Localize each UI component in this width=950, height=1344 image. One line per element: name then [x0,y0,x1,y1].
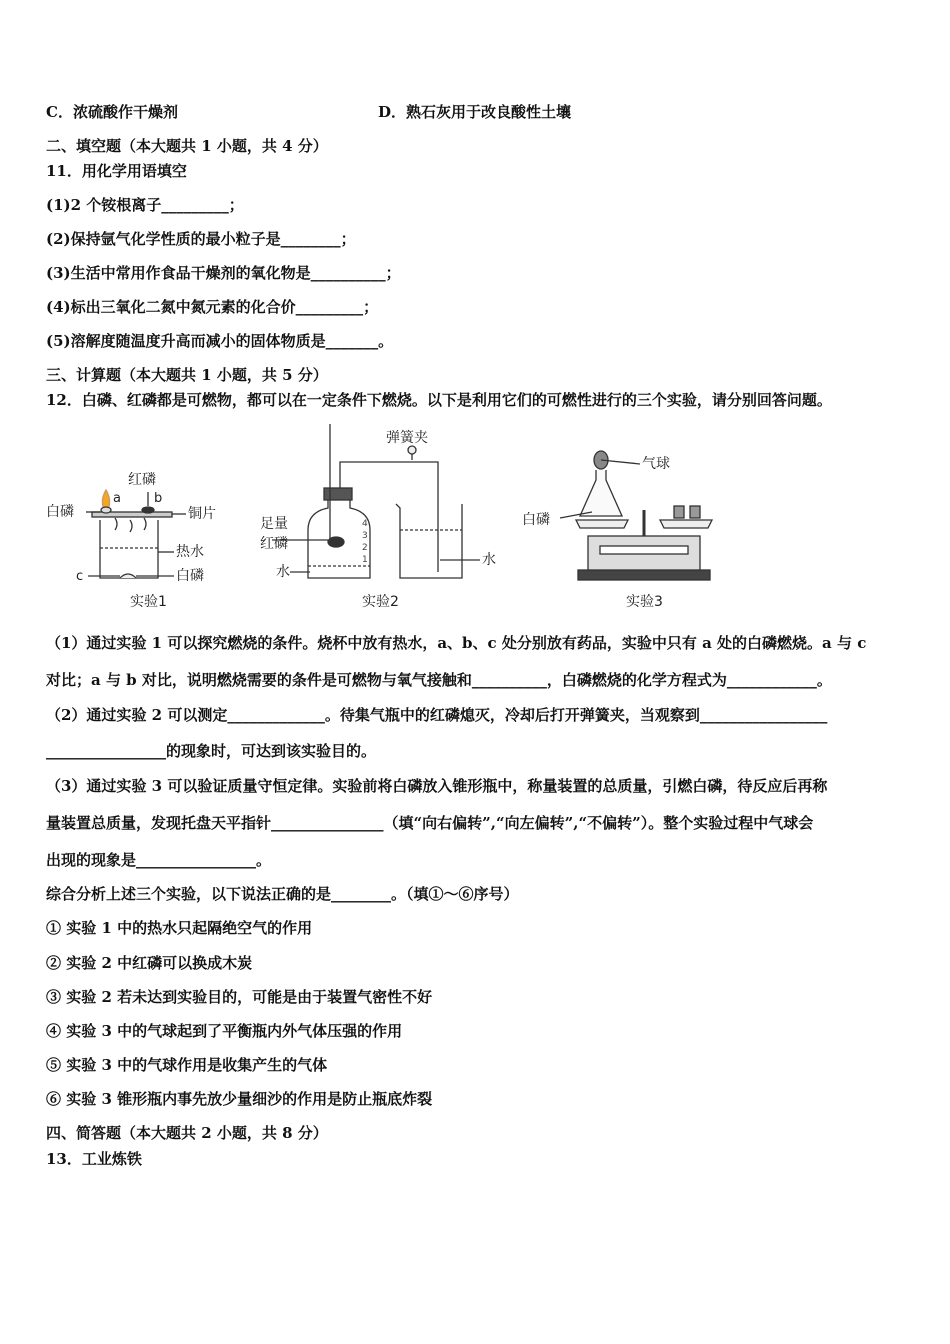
q12-part3-line3: 出现的现象是________________。 [46,851,272,869]
statement-3: ③ 实验 2 若未达到实验目的，可能是由于装置气密性不好 [46,988,433,1006]
q12-part2-line1: （2）通过实验 2 可以测定_____________。待集气瓶中的红磷熄灭，冷却后打开弹簧夹，当观察到_________________ [46,706,828,724]
q12-summary: 综合分析上述三个实验，以下说法正确的是________。（填①～⑥序号） [46,885,519,903]
exp1-copper-label: 铜片 [188,506,216,522]
q11-item-2: (2)保持氩气化学性质的最小粒子是________； [46,230,356,248]
exp3-white-p-label: 白磷 [522,512,550,528]
exp2-water-right-label: 水 [482,552,496,568]
option-c: C．浓硫酸作干燥剂 [46,103,178,121]
exp1-white-p-top-label: 白磷 [46,504,74,520]
q11-item-3: (3)生活中常用作食品干燥剂的氧化物是__________； [46,264,401,282]
exp1-a-label: a [113,491,121,506]
experiment-1-diagram [86,490,186,578]
exp2-clip-label: 弹簧夹 [386,430,428,446]
exp2-caption: 实验2 [362,594,399,610]
statement-6: ⑥ 实验 3 锥形瓶内事先放少量细沙的作用是防止瓶底炸裂 [46,1090,433,1108]
exp1-b-label: b [154,491,163,506]
statement-4: ④ 实验 3 中的气球起到了平衡瓶内外气体压强的作用 [46,1022,403,1040]
q12-part2-line2: ________________的现象时，可达到该实验目的。 [46,742,377,760]
exp1-red-p-label: 红磷 [128,472,156,488]
q13-title: 13．工业炼铁 [46,1150,142,1168]
experiment-figure [40,420,920,615]
exp1-hot-water-label: 热水 [176,544,204,560]
exp3-balloon-label: 气球 [642,456,670,472]
option-d: D．熟石灰用于改良酸性土壤 [378,103,572,121]
experiment-3-diagram [560,451,712,580]
statement-5: ⑤ 实验 3 中的气球作用是收集产生的气体 [46,1056,328,1074]
exp2-scale-1: 1 [362,555,368,565]
statement-2: ② 实验 2 中红磷可以换成木炭 [46,954,253,972]
exp1-c-label: c [76,569,84,584]
exp2-red-p-label: 红磷 [260,536,288,552]
section3-heading: 三、计算题（本大题共 1 小题，共 5 分） [46,366,328,384]
exp2-enough-label: 足量 [260,516,288,532]
section4-heading: 四、简答题（本大题共 2 小题，共 8 分） [46,1124,328,1142]
q11-title: 11．用化学用语填空 [46,162,187,180]
q11-item-5: (5)溶解度随温度升高而减小的固体物质是_______。 [46,332,394,350]
q11-item-4: (4)标出三氧化二氮中氮元素的化合价_________； [46,298,379,316]
statement-1: ① 实验 1 中的热水只起隔绝空气的作用 [46,919,313,937]
exp2-water-left-label: 水 [276,564,290,580]
exp3-caption: 实验3 [626,594,663,610]
experiment-2-diagram [272,424,480,578]
q12-part1-line1: （1）通过实验 1 可以探究燃烧的条件。烧杯中放有热水，a、b、c 处分别放有药品，实验中只有 a 处的白磷燃烧。a 与 c [46,634,867,652]
q11-item-1: (1)2 个铵根离子_________； [46,196,244,214]
exp2-scale-3: 3 [362,531,368,541]
q12-part3-line1: （3）通过实验 3 可以验证质量守恒定律。实验前将白磷放入锥形瓶中，称量装置的总质量，引燃白磷，待反应后再称 [46,777,828,795]
q12-part1-line2: 对比；a 与 b 对比，说明燃烧需要的条件是可燃物与氧气接触和__________，白磷燃烧的化学方程式为____________。 [46,671,832,689]
q12-intro: 12．白磷、红磷都是可燃物，都可以在一定条件下燃烧。以下是利用它们的可燃性进行的三个实验，请分别回答问题。 [46,391,832,409]
q12-part3-line2: 量装置总质量，发现托盘天平指针_______________（填“向右偏转”,“向左偏转”,“不偏转”）。整个实验过程中气球会 [46,814,814,832]
exp2-scale-4: 4 [362,519,368,529]
exp1-caption: 实验1 [130,594,167,610]
section2-heading: 二、填空题（本大题共 1 小题，共 4 分） [46,137,328,155]
exp1-white-p-bottom-label: 白磷 [176,568,204,584]
exp2-scale-2: 2 [362,543,368,553]
